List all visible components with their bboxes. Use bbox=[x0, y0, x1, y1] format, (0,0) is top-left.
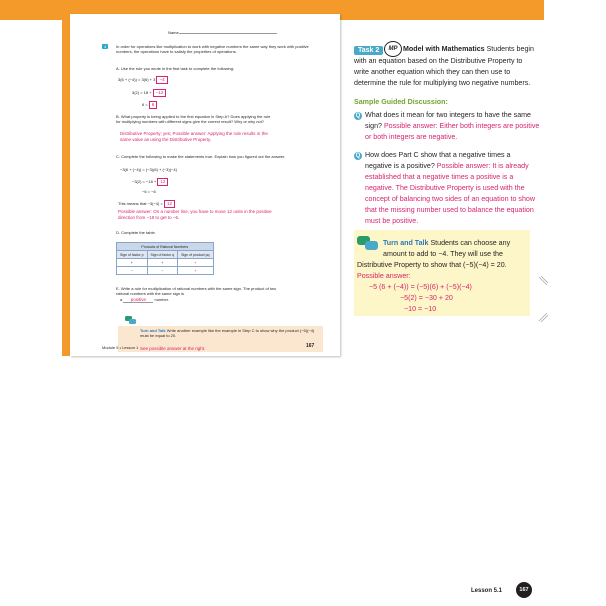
step-badge: 4 bbox=[104, 44, 107, 49]
means-line: This means that −3(−4) = 12 bbox=[118, 200, 175, 208]
table-title: Products of Rational Numbers bbox=[117, 243, 214, 251]
q2-line-2: negative is a positive? Possible answer: It is already bbox=[365, 162, 529, 170]
part-c-answer: Possible answer: On a number line, you have to move 12 units in the positive direction from −18 to get to −6. bbox=[118, 209, 272, 220]
mp-icon: MP bbox=[384, 41, 402, 57]
guided-discussion-heading: Sample Guided Discussion: bbox=[354, 98, 448, 106]
chat-bubbles-icon bbox=[357, 236, 379, 252]
eq-c3: −6 = −6 bbox=[142, 189, 156, 194]
table-header: Sign of factor q bbox=[147, 251, 178, 259]
intro-line-2: with an equation based on the Distributive Property to bbox=[354, 57, 523, 65]
part-b-answer: Distributive Property; yes; Possible answer: Applying the rule results in the same value as using the Distributive Property. bbox=[120, 131, 268, 142]
student-turn-talk: Turn and Talk Write another example like the example in Step C to show why the product (−5)(−4) must be equal to 20. bbox=[140, 328, 315, 338]
q2-line-4: negative. The Distributive Property is used with the bbox=[365, 184, 525, 192]
table-header: Sign of product pq bbox=[178, 251, 213, 259]
products-table bbox=[116, 242, 214, 275]
name-line: Name bbox=[168, 30, 283, 35]
intro-line-4: determine the rule for multiplying two negative numbers. bbox=[354, 79, 531, 87]
q1-line-1: What does it mean for two integers to have the same bbox=[365, 111, 531, 119]
part-d-text: D. Complete the table. bbox=[116, 230, 156, 235]
q2-line-6: that the missing number used to balance the equation bbox=[365, 206, 534, 214]
part-c-text: C. Complete the following to make the statements true. Explain how you figured out the answer. bbox=[116, 154, 286, 159]
question-icon: Q bbox=[355, 113, 361, 119]
q2-line-1: How does Part C show that a negative times a bbox=[365, 151, 511, 159]
question-icon: Q bbox=[355, 153, 361, 159]
intro-text: In order for operations like multiplication to work with negative numbers the same way they work with positive numbers, the operations have to satisfy the properties of operations. bbox=[116, 44, 309, 54]
student-page-number: 167 bbox=[306, 343, 315, 349]
left-orange-band bbox=[62, 0, 70, 356]
eq-a3: 6 = 6 bbox=[142, 101, 157, 109]
table-cell: − bbox=[117, 267, 148, 275]
footer-page-number: 167 bbox=[516, 582, 532, 598]
task-badge: Task 2 bbox=[354, 46, 383, 55]
q2-line-3: established that a negative times a positive is a bbox=[365, 173, 514, 181]
student-footer-left: Module 5 • Lesson 1 bbox=[102, 345, 139, 350]
part-e-answer-line: a positive number. bbox=[120, 297, 169, 302]
student-turn-talk-answer: See possible answer at the right. bbox=[140, 346, 206, 351]
task-heading: Model with Mathematics Students begin bbox=[403, 45, 534, 53]
tt-line-2: amount to add to −4. They will use the bbox=[383, 250, 503, 258]
intro-line-3: write another equation which they can then use to bbox=[354, 68, 511, 76]
eq-a1: 3(6 + (−4)) = 3(6) + 3 −4 bbox=[118, 76, 168, 84]
q1-line-3: or both integers are negative. bbox=[365, 133, 458, 141]
table-row bbox=[117, 259, 214, 267]
eq-c1: −3(6 + (−4)) = (−3)(6) + (−3)(−4) bbox=[120, 167, 177, 172]
chat-bubble-icon bbox=[125, 316, 135, 323]
eq-c2: −3(2) = −18 + 12 bbox=[132, 178, 168, 186]
eq-a2: 3(2) = 18 + −12 bbox=[132, 89, 166, 97]
tt-possible: Possible answer: bbox=[357, 272, 411, 280]
q2-line-5: concept of balancing two sides of an equation to show bbox=[365, 195, 535, 203]
table-cell: + bbox=[117, 259, 148, 267]
margin-tick-icon bbox=[538, 276, 548, 286]
table-cell: + bbox=[178, 259, 213, 267]
table-cell: + bbox=[178, 267, 213, 275]
q1-line-2: sign? Possible answer: Either both integers are positive bbox=[365, 122, 540, 130]
tt-eq-1: −5 (6 + (−4)) = (−5)(6) + (−5)(−4) bbox=[369, 283, 472, 291]
tt-line-1: Turn and Talk Students can choose any bbox=[383, 239, 511, 247]
tt-line-3: Distributive Property to show that (−5)(−4) = 20. bbox=[357, 261, 507, 269]
margin-tick-icon bbox=[538, 312, 548, 322]
table-header: Sign of factor p bbox=[117, 251, 148, 259]
q2-line-7: must be positive. bbox=[365, 217, 419, 225]
footer-lesson: Lesson 5.1 bbox=[471, 588, 503, 594]
table-cell: − bbox=[147, 267, 178, 275]
table-cell: + bbox=[147, 259, 178, 267]
student-page-thumbnail bbox=[70, 14, 340, 356]
table-row bbox=[117, 267, 214, 275]
part-a-text: A. Use the rule you wrote in the first task to complete the following: bbox=[116, 66, 235, 71]
tt-eq-3: −10 = −10 bbox=[404, 305, 437, 313]
part-b-text: B. What property is being applied to the first equation in Step A? Does applying the rule for multiplying numbers with different signs give the correct result? Why or why not? bbox=[116, 114, 271, 124]
tt-eq-2: −5(2) = −30 + 20 bbox=[400, 294, 453, 302]
part-e-text: E. Write a rule for multiplication of rational numbers with the same sign. The product of two rational numbers with the same sign is bbox=[116, 286, 277, 296]
